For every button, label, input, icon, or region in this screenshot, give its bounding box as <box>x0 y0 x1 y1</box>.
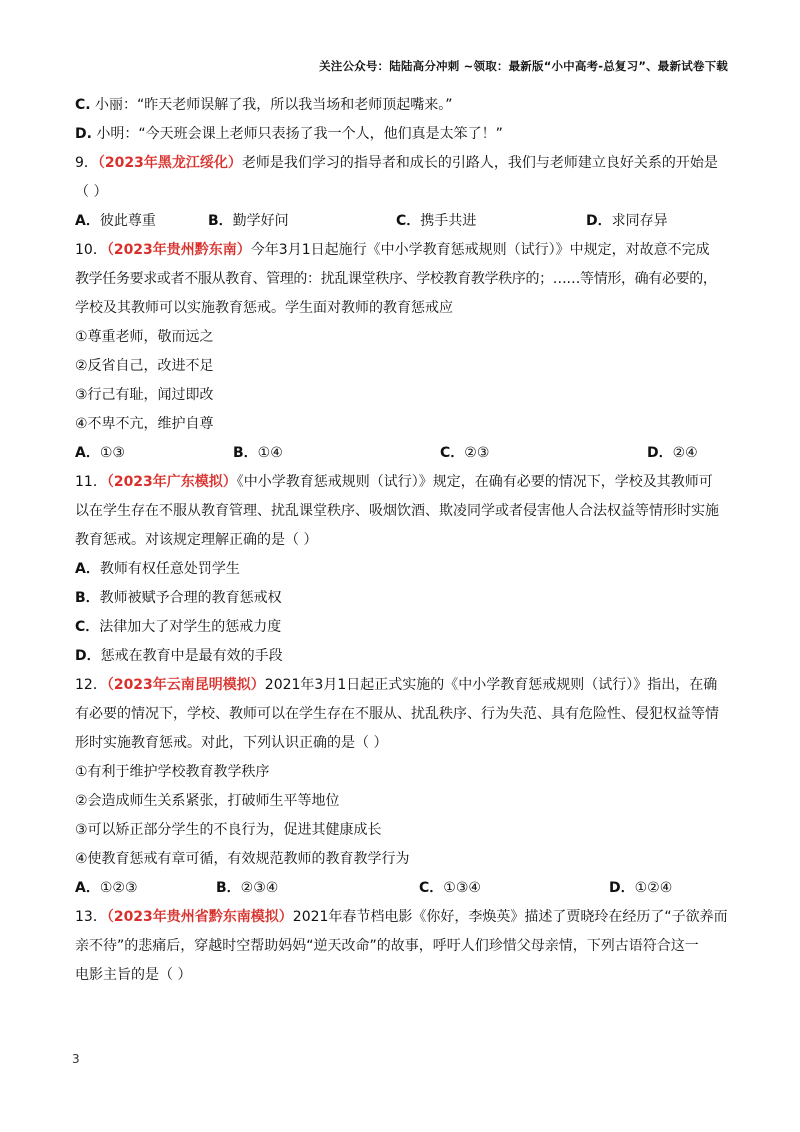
question-source: （2023年贵州黔东南） <box>106 242 251 258</box>
question-13-stem-cont: 电影主旨的是（ ） <box>75 967 192 983</box>
option-a: A．①②③ <box>75 880 138 896</box>
statement-item: ③可以矫正部分学生的不良行为，促进其健康成长 <box>75 822 382 838</box>
statement-item: ②会造成师生关系紧张，打破师生平等地位 <box>75 793 340 809</box>
option-b: B．勤学好问 <box>208 213 289 229</box>
option-a: A．①③ <box>75 445 125 461</box>
option-c: C．②③ <box>440 445 490 461</box>
option-c: C．法律加大了对学生的惩戒力度 <box>75 619 282 635</box>
option-c: C．①③④ <box>419 880 481 896</box>
page-number: 3 <box>72 1052 80 1066</box>
option-d: D．①②④ <box>609 880 673 896</box>
question-12-stem-cont: 有必要的情况下，学校、教师可以在学生存在不服从、扰乱秩序、行为失范、具有危险性、侵犯权益等情 <box>75 706 719 722</box>
statement-item: ①有利于维护学校教育教学秩序 <box>75 764 270 780</box>
question-10-stem-cont: 学校及其教师可以实施教育惩戒。学生面对教师的教育惩戒应 <box>75 300 453 316</box>
question-11-stem: 11．（2023年广东模拟）《中小学教育惩戒规则（试行）》规定，在确有必要的情况下，学校及其教师可 <box>75 474 713 490</box>
option-a: A．彼此尊重 <box>75 213 156 229</box>
statement-item: ①尊重老师，敬而远之 <box>75 329 214 345</box>
option-d: D．惩戒在教育中是最有效的手段 <box>75 648 283 664</box>
question-12-options <box>75 879 730 897</box>
statement-item: ③行己有耻，闻过即改 <box>75 387 214 403</box>
option-b: B．①④ <box>233 445 283 461</box>
question-10-stem: 10．（2023年贵州黔东南）今年3月1日起施行《中小学教育惩戒规则（试行）》中规定，对故意不完成 <box>75 242 710 258</box>
option-a: A．教师有权任意处罚学生 <box>75 561 240 577</box>
statement-item: ④使教育惩戒有章可循，有效规范教师的教育教学行为 <box>75 851 410 867</box>
page-header: 关注公众号：陆陆高分冲刺 ~领取：最新版“小中高考-总复习”、最新试卷下载 <box>319 59 728 73</box>
question-source: （2023年云南昆明模拟） <box>106 677 265 693</box>
prev-option-d: D. 小明：“今天班会课上老师只表扬了我一个人，他们真是太笨了！” <box>75 126 503 142</box>
question-11-stem-cont: 教育惩戒。对该规定理解正确的是（ ） <box>75 532 318 548</box>
question-12-stem: 12．（2023年云南昆明模拟）2021年3月1日起正式实施的《中小学教育惩戒规则（试行）》指出，在确 <box>75 677 718 693</box>
option-b: B．②③④ <box>216 880 279 896</box>
statement-item: ②反省自己，改进不足 <box>75 358 214 374</box>
question-9-stem-cont: （ ） <box>75 184 108 200</box>
question-source: （2023年贵州省黔东南模拟） <box>106 909 293 925</box>
question-source: （2023年黑龙江绥化） <box>97 155 242 171</box>
option-b: B．教师被赋予合理的教育惩戒权 <box>75 590 282 606</box>
option-d: D．②④ <box>647 445 698 461</box>
question-12-stem-cont: 形时实施教育惩戒。对此，下列认识正确的是（ ） <box>75 735 388 751</box>
question-10-options <box>75 444 730 462</box>
question-13-stem-cont: 亲不待”的悲痛后，穿越时空帮助妈妈“逆天改命”的故事，呼吁人们珍惜父母亲情，下列古语符合这一 <box>75 938 699 954</box>
question-9-stem: 9．（2023年黑龙江绥化）老师是我们学习的指导者和成长的引路人，我们与老师建立良好关系的开始是 <box>75 155 718 171</box>
question-11-stem-cont: 以在学生存在不服从教育管理、扰乱课堂秩序、吸烟饮酒、欺凌同学或者侵害他人合法权益等情形时实施 <box>75 503 719 519</box>
option-d: D．求同存异 <box>586 213 668 229</box>
question-13-stem: 13．（2023年贵州省黔东南模拟）2021年春节档电影《你好，李焕英》描述了贾晓玲在经历了“子欲养而 <box>75 909 728 925</box>
question-10-stem-cont: 教学任务要求或者不服从教育、管理的：扰乱课堂秩序、学校教育教学秩序的；……等情形，确有必要的， <box>75 271 717 287</box>
question-source: （2023年广东模拟） <box>106 474 237 490</box>
question-9-options <box>75 212 730 230</box>
option-c: C．携手共进 <box>396 213 477 229</box>
statement-item: ④不卑不亢，维护自尊 <box>75 416 214 432</box>
question-content <box>75 96 730 995</box>
prev-option-c: C. 小丽：“昨天老师误解了我，所以我当场和老师顶起嘴来。” <box>75 97 453 113</box>
